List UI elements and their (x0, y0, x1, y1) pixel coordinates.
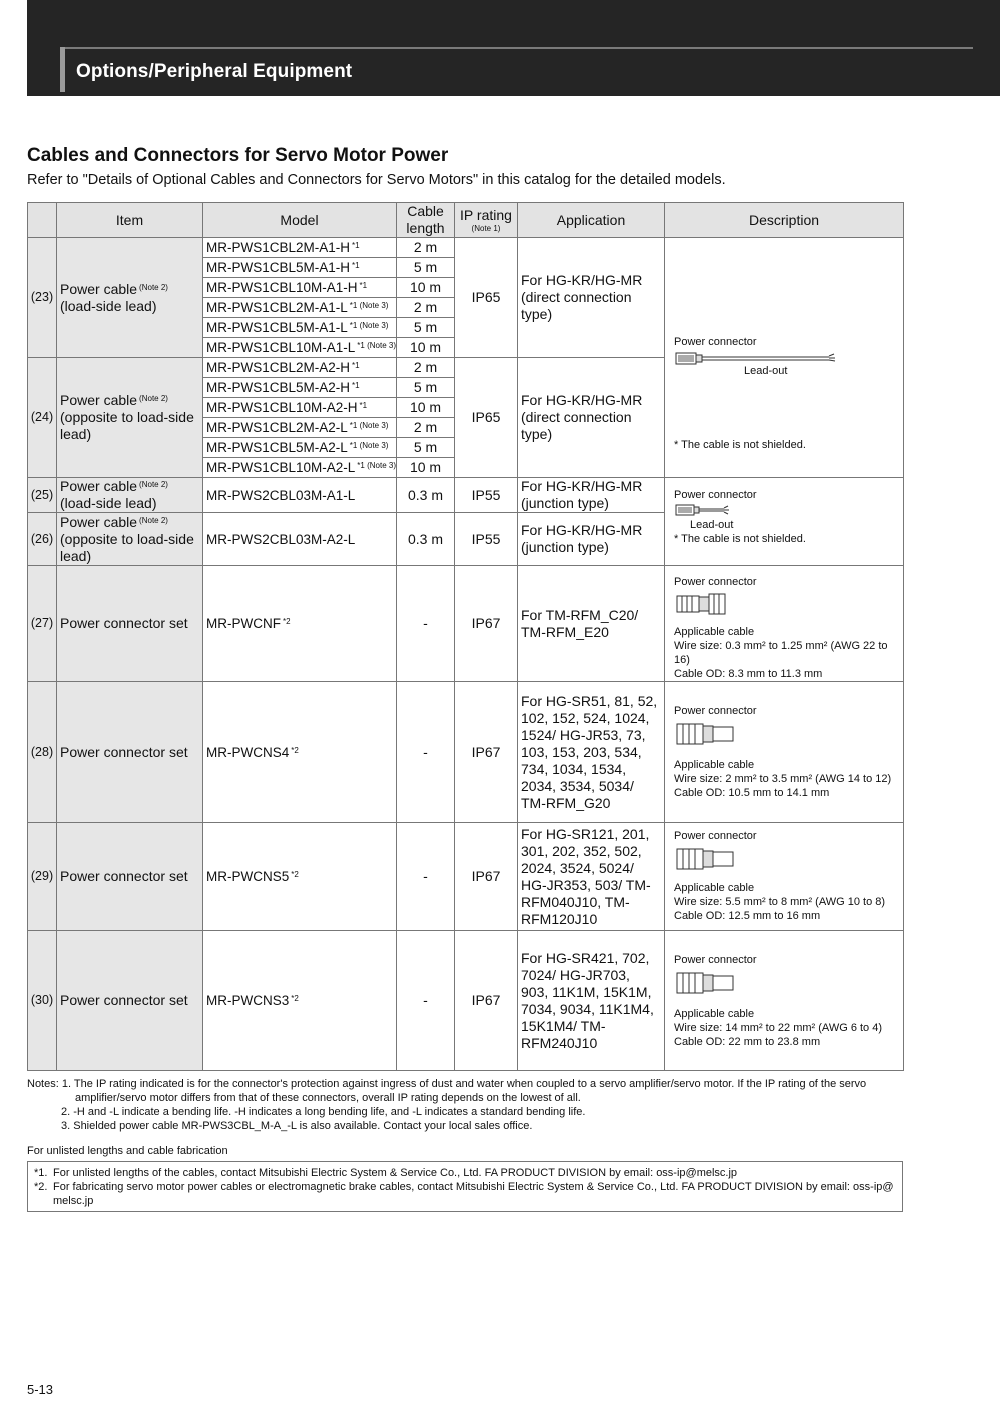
row-number: (23) (28, 238, 57, 358)
power-cable-icon (674, 502, 744, 518)
model-cell: MR-PWS1CBL2M-A2-H $^{*1}$ (203, 358, 397, 378)
model-cell: MR-PWS1CBL2M-A1-H $^{*1}$ (203, 238, 397, 258)
desc-applicable-label: Applicable cable (674, 882, 755, 894)
item-cell: Power connector set (57, 682, 203, 823)
header-no (28, 203, 57, 238)
description-cell (665, 238, 904, 478)
length-cell: 10 m (397, 458, 455, 478)
desc-connector-label: Power connector (674, 954, 757, 966)
item-cell: Power cable $^{(Note 2)}$ (opposite to load-side lead) (57, 513, 203, 566)
application-cell: For HG-SR51, 81, 52, 102, 152, 524, 1024, 1524/ HG-JR53, 73, 103, 153, 203, 534, 734, 1034, 1534, 2034, 3534, 5034/ TM-RFM_G20 (518, 682, 665, 823)
desc-wire-size: Wire size: 2 mm² to 3.5 mm² (AWG 14 to 12) (674, 773, 892, 785)
header-ip-rating: IP rating (Note 1) (455, 203, 518, 238)
table-row (28, 682, 904, 823)
table-row (28, 238, 904, 258)
application-cell: For HG-SR121, 201, 301, 202, 352, 502, 2024, 3524, 5024/ HG-JR353, 503/ TM-RFM040J10, TM-RFM120J10 (518, 823, 665, 931)
description-cell (665, 682, 904, 823)
page-number: 5-13 (27, 1382, 54, 1397)
length-cell: 10 m (397, 278, 455, 298)
application-cell: For HG-KR/HG-MR (junction type) (518, 513, 665, 566)
footnote-mark: *2. (34, 1181, 48, 1193)
length-cell: 0.3 m (397, 513, 455, 566)
desc-shield-note: * The cable is not shielded. (674, 533, 806, 545)
desc-shield-note: * The cable is not shielded. (674, 439, 806, 451)
model-cell: MR-PWS1CBL10M-A1-L $^{*1 (Note 3)}$ (203, 338, 397, 358)
desc-leadout-label: Lead-out (744, 365, 788, 377)
model-cell: MR-PWS1CBL10M-A1-H $^{*1}$ (203, 278, 397, 298)
notes-block (27, 1077, 907, 1133)
desc-connector-label: Power connector (674, 705, 757, 717)
power-connector-icon (674, 967, 744, 999)
row-number: (28) (28, 682, 57, 823)
ip-cell: IP65 (455, 238, 518, 358)
unlisted-title: For unlisted lengths and cable fabrication (27, 1145, 228, 1157)
length-cell: 2 m (397, 238, 455, 258)
model-cell: MR-PWS1CBL5M-A2-L $^{*1 (Note 3)}$ (203, 438, 397, 458)
desc-applicable-label: Applicable cable (674, 1008, 755, 1020)
note-1: Notes: 1. The IP rating indicated is for the connector's protection against ingress of dust and water when coupled to a servo amplifier/servo motor. If the IP rating of the servo (27, 1078, 867, 1090)
length-cell: - (397, 682, 455, 823)
footnote-text: For fabricating servo motor power cables or electromagnetic brake cables, contact Mitsubishi Electric System & Service Co., Ltd. FA PRODUCT DIVISION by email: oss-ip@ melsc.jp (53, 1181, 894, 1207)
header-item: Item (57, 203, 203, 238)
length-cell: 10 m (397, 398, 455, 418)
model-cell: MR-PWCNS3 $^{*2}$ (203, 931, 397, 1071)
row-number: (24) (28, 358, 57, 478)
model-cell: MR-PWS1CBL10M-A2-L $^{*1 (Note 3)}$ (203, 458, 397, 478)
length-cell: - (397, 566, 455, 682)
row-number: (29) (28, 823, 57, 931)
description-cell (665, 931, 904, 1071)
list-item (34, 1166, 896, 1180)
application-cell: For TM-RFM_C20/ TM-RFM_E20 (518, 566, 665, 682)
header-divider (60, 47, 973, 49)
model-cell: MR-PWCNS5 $^{*2}$ (203, 823, 397, 931)
header-application: Application (518, 203, 665, 238)
power-connector-icon (674, 843, 744, 875)
item-cell: Power connector set (57, 823, 203, 931)
note-1-cont: amplifier/servo motor differs from that of these connectors, overall IP rating depends on the lowest of all. (75, 1092, 581, 1104)
row-number: (25) (28, 478, 57, 513)
length-cell: 5 m (397, 378, 455, 398)
row-number: (27) (28, 566, 57, 682)
item-cell: Power connector set (57, 566, 203, 682)
ip-cell: IP65 (455, 358, 518, 478)
model-cell: MR-PWS1CBL10M-A2-H $^{*1}$ (203, 398, 397, 418)
length-cell: 5 m (397, 318, 455, 338)
length-cell: 0.3 m (397, 478, 455, 513)
ip-cell: IP55 (455, 513, 518, 566)
description-cell (665, 478, 904, 566)
desc-applicable-label: Applicable cable (674, 759, 755, 771)
table-header-row (28, 203, 904, 238)
model-cell: MR-PWS1CBL2M-A2-L $^{*1 (Note 3)}$ (203, 418, 397, 438)
desc-connector-label: Power connector (674, 489, 757, 501)
note-3: 3. Shielded power cable MR-PWS3CBL_M-A_-L is also available. Contact your local sales office. (61, 1120, 533, 1132)
length-cell: - (397, 823, 455, 931)
desc-wire-size: Wire size: 5.5 mm² to 8 mm² (AWG 10 to 8) (674, 896, 886, 908)
cables-table (27, 202, 904, 1071)
model-cell: MR-PWS1CBL5M-A1-L $^{*1 (Note 3)}$ (203, 318, 397, 338)
model-cell: MR-PWS2CBL03M-A1-L (203, 478, 397, 513)
length-cell: 5 m (397, 258, 455, 278)
desc-wire-size: Wire size: 0.3 mm² to 1.25 mm² (AWG 22 to 16) (674, 640, 888, 666)
footnote-text: For unlisted lengths of the cables, contact Mitsubishi Electric System & Service Co., Ltd. FA PRODUCT DIVISION by email: oss-ip@melsc.jp (53, 1167, 738, 1179)
length-cell: 2 m (397, 418, 455, 438)
ip-cell: IP55 (455, 478, 518, 513)
model-cell: MR-PWS1CBL5M-A2-H $^{*1}$ (203, 378, 397, 398)
desc-applicable-label: Applicable cable (674, 626, 755, 638)
length-cell: 2 m (397, 358, 455, 378)
desc-connector-label: Power connector (674, 336, 757, 348)
header-model: Model (203, 203, 397, 238)
description-cell (665, 823, 904, 931)
ip-cell: IP67 (455, 566, 518, 682)
ip-cell: IP67 (455, 682, 518, 823)
application-cell: For HG-SR421, 702, 7024/ HG-JR703, 903, 11K1M, 15K1M, 7034, 9034, 11K1M4, 15K1M4/ TM-RFM240J10 (518, 931, 665, 1071)
footnote-mark: *1. (34, 1167, 48, 1179)
desc-connector-label: Power connector (674, 576, 757, 588)
note-2: 2. -H and -L indicate a bending life. -H indicates a long bending life, and -L indicates a standard bending life. (61, 1106, 586, 1118)
item-cell: Power connector set (57, 931, 203, 1071)
application-cell: For HG-KR/HG-MR (direct connection type) (518, 358, 665, 478)
desc-cable-od: Cable OD: 8.3 mm to 11.3 mm (674, 668, 823, 680)
power-connector-icon (674, 589, 734, 619)
table-row (28, 566, 904, 682)
table-row (28, 931, 904, 1071)
item-cell: Power cable $^{(Note 2)}$ (opposite to load-side lead) (57, 358, 203, 478)
section-subtitle: Refer to "Details of Optional Cables and Connectors for Servo Motors" in this catalog for the detailed models. (27, 172, 726, 188)
model-cell: MR-PWCNF $^{*2}$ (203, 566, 397, 682)
length-cell: 10 m (397, 338, 455, 358)
table-row (28, 478, 904, 513)
desc-cable-od: Cable OD: 10.5 mm to 14.1 mm (674, 787, 830, 799)
model-cell: MR-PWS1CBL2M-A1-L $^{*1 (Note 3)}$ (203, 298, 397, 318)
length-cell: 2 m (397, 298, 455, 318)
desc-cable-od: Cable OD: 22 mm to 23.8 mm (674, 1036, 821, 1048)
table-row (28, 823, 904, 931)
header-description: Description (665, 203, 904, 238)
power-connector-icon (674, 718, 744, 750)
application-cell: For HG-KR/HG-MR (junction type) (518, 478, 665, 513)
desc-connector-label: Power connector (674, 830, 757, 842)
row-number: (26) (28, 513, 57, 566)
length-cell: 5 m (397, 438, 455, 458)
model-cell: MR-PWS2CBL03M-A2-L (203, 513, 397, 566)
ip-cell: IP67 (455, 931, 518, 1071)
model-cell: MR-PWS1CBL5M-A1-H $^{*1}$ (203, 258, 397, 278)
description-cell (665, 566, 904, 682)
desc-cable-od: Cable OD: 12.5 mm to 16 mm (674, 910, 821, 922)
ip-cell: IP67 (455, 823, 518, 931)
item-cell: Power cable $^{(Note 2)}$ (load-side lead) (57, 478, 203, 513)
unlisted-box (27, 1161, 903, 1212)
page-header-title: Options/Peripheral Equipment (76, 61, 353, 82)
section-title: Cables and Connectors for Servo Motor Power (27, 145, 449, 166)
desc-wire-size: Wire size: 14 mm² to 22 mm² (AWG 6 to 4) (674, 1022, 883, 1034)
header-accent-bar (60, 47, 65, 92)
item-cell: Power cable $^{(Note 2)}$ (load-side lead) (57, 238, 203, 358)
row-number: (30) (28, 931, 57, 1071)
list-item (34, 1180, 896, 1208)
model-cell: MR-PWCNS4 $^{*2}$ (203, 682, 397, 823)
length-cell: - (397, 931, 455, 1071)
desc-leadout-label: Lead-out (690, 519, 734, 531)
header-cable-length: Cable length (397, 203, 455, 238)
application-cell: For HG-KR/HG-MR (direct connection type) (518, 238, 665, 358)
